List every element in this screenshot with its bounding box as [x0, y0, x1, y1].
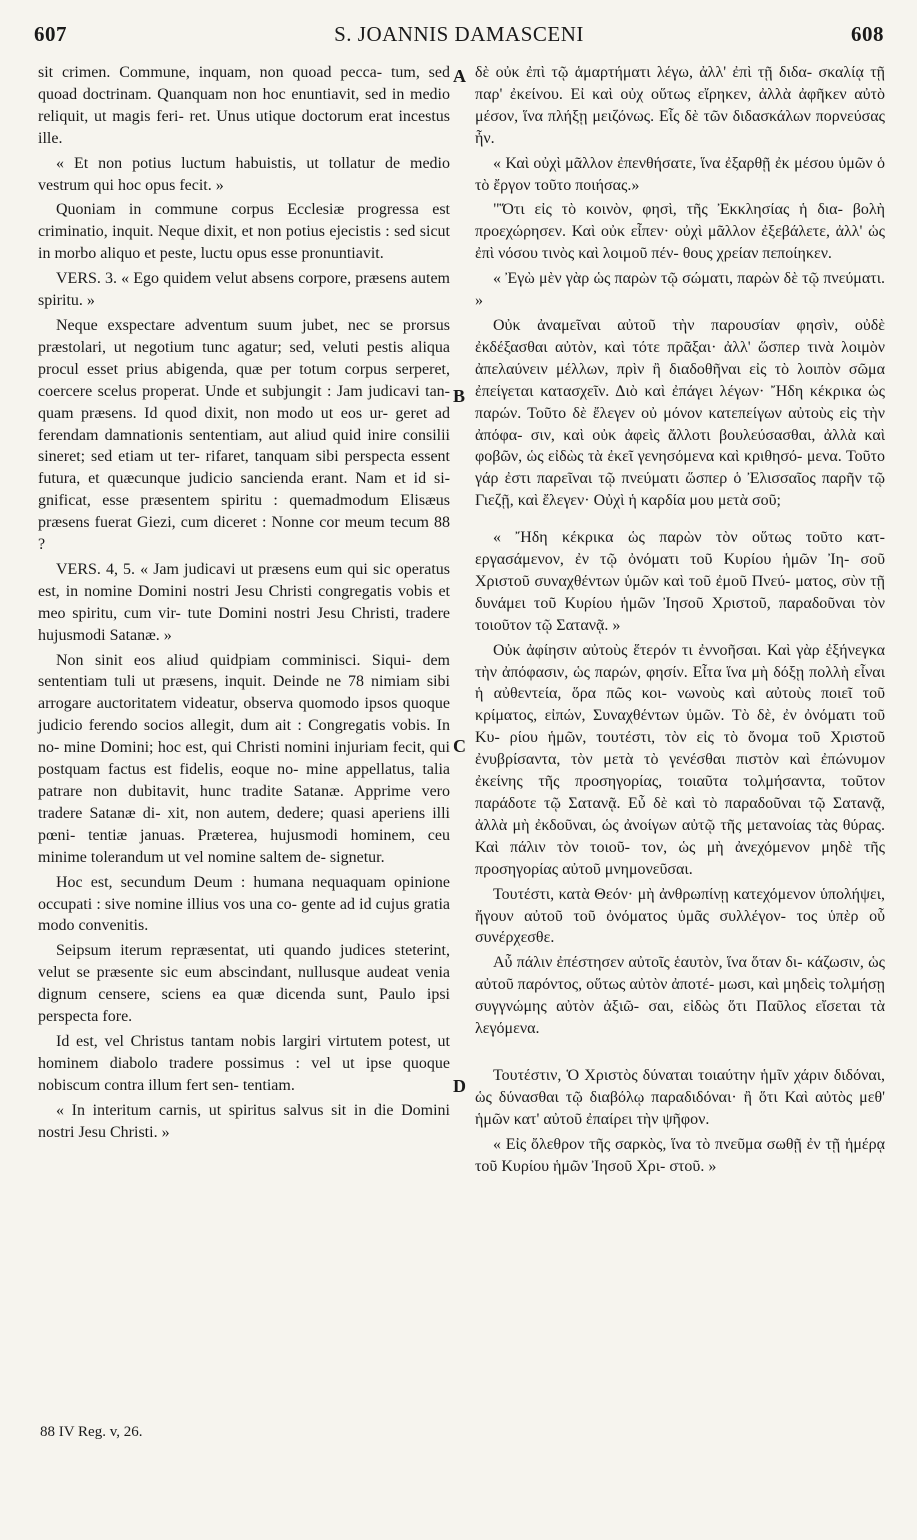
greek-paragraph: Οὐκ ἀφίησιν αὐτοὺς ἕτερόν τι ἐννοῆσαι. Καὶ γὰρ ἐξήνεγκα τὴν ἀπόφασιν, ὡς παρών, φησίν. Εἶτα ἵνα μὴ δόξῃ πολλὴ εἶναι ἡ αὐθεντεία, ὅρα πῶς κοι- νωνοὺς καὶ αὐτοὺς ποιεῖ τοῦ κρίματος, εἰπών, Συναχθέντων ὑμῶν. Τὸ δὲ, ἐν ὀνόματι τοῦ Κυ- ρίου ἡμῶν, τουτέστι, τὸν εἰς τὸ ὄνομα τοῦ Χριστοῦ ἐνυβρίσαντα, τὸν μετὰ τὸ γενέσθαι πιστὸν καὶ ἐπώνυμον ἐκείνης τῆς προσηγορίας, τοιαῦτα τολμήσαντα, τοῦτον παράδοτε τῷ Σατανᾷ. Εὖ δὲ καὶ τὸ παραδοῦναι τῷ Σατανᾷ, ἀλλὰ μὴ ἐκδοῦναι, ὡς ἀνοίγων αὐτῷ τῆς μετανοίας τὰς θύρας. Καὶ πάλιν τὸν τοιοῦ- τον, ὡς μὴ ἀνεχόμενον μηδὲ τῆς προσηγορίας αὐτοῦ μνημονεῦσαι.	[475, 641, 885, 878]
latin-paragraph: Seipsum iterum repræsentat, uti quando judices steterint, velut se præsente sic eum abscindant, nullusque audeat venia dignum censere, sciens ea quæ dicenda sunt, Paulo ipsi perspecta fore.	[38, 942, 450, 1026]
latin-paragraph: sit crimen. Commune, inquam, non quoad pecca- tum, sed quoad doctrinam. Quanquam non hoc enuntiavit, sed in medio reliquit, ut magis feri- ret. Unus utique doctorum erat incestus ille.	[38, 64, 450, 147]
greek-paragraph: Τουτέστιν, Ὁ Χριστὸς δύναται τοιαύτην ἡμῖν χάριν διδόναι, ὡς δύνασθαι τῷ διαβόλῳ παραδιδόναι· ἢ ὅτι Καὶ αὐτὸς μεθ' ἡμῶν κατ' αὐτοῦ ἐπαίρει τὴν ψῆφον.	[475, 1066, 885, 1128]
latin-column	[38, 62, 450, 1147]
greek-paragraph: « Ἤδη κέκρικα ὡς παρὼν τὸν οὕτως τοῦτο κατ- εργασάμενον, ἐν τῷ ὀνόματι τοῦ Κυρίου ἡμῶν Ἰη- σοῦ Χριστοῦ συναχθέντων ὑμῶν καὶ τοῦ ἐμοῦ Πνεύ- ματος, σὺν τῇ δυνάμει τοῦ Κυρίου ἡμῶν Ἰησοῦ Χριστοῦ, παραδοῦναι τὸν τοιοῦτον τῷ Σατανᾷ. »	[475, 529, 885, 634]
running-title: S. JOANNIS DAMASCENI	[334, 22, 584, 46]
latin-paragraph: Non sinit eos aliud quidpiam comminisci. Siqui- dem sententiam tuli ut præsens, inquit. Deinde ne 78 nimiam sibi arrogare auctoritatem videatur, observa quomodo ipsos quoque judicio ferendo socios allegit, dum ait : Congregatis vobis. In no- mine Domini; hoc est, qui Christi nomini injuriam fecit, qui postquam factus est fidelis, eoque no- mine appellatus, talia patrare non dubitavit, hunc tradite Satanæ. Apprime vero tradere Satanæ di- xit, non autem, dedere; quasi aperiens illi pœni- tentiæ januas. Præterea, hujusmodi hominem, ceu minime tolerandum ut vel nomine saltem de- signetur.	[38, 651, 450, 866]
section-marker-a: A	[453, 66, 466, 86]
greek-column	[475, 62, 885, 1181]
latin-paragraph: Neque exspectare adventum suum jubet, nec se prorsus præstolari, ut negotium tunc agatur; sed, veluti pestis aliqua procul esset prius abigenda, quæ per totum corpus serperet, coercere scelus properat. Unde et subjungit : Jam judicavi tan- quam præsens. Id quod dixit, non modo ut eos ur- geret ad ferendam damnationis sententiam, aut aliud quid inire consilii sineret; sed etiam ut ter- rifaret, tanquam sibi perspecta essent futura, et quæcunque judicio sancienda erant. Nam et id si- gnificat, esse præsentem spiritu : quemadmodum Elisæus præsens fuerat Giezi, cum diceret : Nonne cor meum tecum 88 ?	[38, 316, 450, 554]
greek-paragraph: δὲ οὐκ ἐπὶ τῷ ἁμαρτήματι λέγω, ἀλλ' ἐπὶ τῇ διδα- σκαλίᾳ τῇ παρ' ἐκείνου. Εἰ καὶ οὐχ οὕτως εἴρηκεν, ἀλλὰ ἀφῆκεν αὐτὸ μέσον, ἵνα πλήξῃ μειζόνως. Εἷς δὲ τῶν διδασκάλων πορνεύσας ἦν.	[475, 64, 885, 147]
latin-paragraph: VERS. 4, 5. « Jam judicavi ut præsens eum qui sic operatus est, in nomine Domini nostri Jesu Christi congregatis vobis et meo spiritu, cum vir- tute Domini nostri Jesu Christi, tradere hujusmodi Satanæ. »	[38, 560, 450, 644]
greek-paragraph: Τουτέστι, κατὰ Θεόν· μὴ ἀνθρωπίνῃ κατεχόμενον ὑπολήψει, ἤγουν αὐτοῦ τοῦ ὀνόματος ὑμᾶς συλλέγον- τος ὑπὲρ οὗ συνέρχεσθε.	[475, 885, 885, 947]
greek-paragraph: "Ὅτι εἰς τὸ κοινὸν, φησὶ, τῆς Ἐκκλησίας ἡ δια- βολὴ προεχώρησεν. Καὶ οὐκ εἶπεν· οὐχὶ μᾶλλον ἐξεβάλετε, ἀλλ' ὡς ἐπὶ νόσου τινὸς καὶ λοιμοῦ πέν- θους χρείαν πεποίηκεν.	[475, 201, 885, 263]
page-number-right: 608	[851, 22, 884, 46]
latin-paragraph: Quoniam in commune corpus Ecclesiæ progressa est criminatio, inquit. Neque dixit, et non potius ejecistis : sed sicut in morbo aliquo et peste, luctu opus esse pronuntiavit.	[38, 201, 450, 263]
greek-paragraph: Οὐκ ἀναμεῖναι αὐτοῦ τὴν παρουσίαν φησὶν, οὐδὲ ἐκδέξασθαι αὐτὸν, καὶ τότε πρᾶξαι· ἀλλ' ὥσπερ τινὰ λοιμὸν ἀπελαύνειν μέλλων, πρὶν ἢ διαδοθῆναι εἰς τὸ λοιπὸν σῶμα ἐπείγεται κατασχεῖν. Διὸ καὶ ἐπάγει λέγων· Ἤδη κέκρικα ὡς παρών. Τοῦτο δὲ ἔλεγεν οὐ μόνον κατεπείγων αὐτοὺς εἰς τὴν ἀπόφα- σιν, καὶ οὐκ ἀφεὶς ἄλλοτι βουλεύσασθαι, ἀλλὰ καὶ φοβῶν, ὡς εἰδὼς τὰ ἐκεῖ γενησόμενα καὶ κριθησό- μενα. Τοῦτο γάρ ἐστι παρεῖναι τῷ πνεύματι ὥσπερ ὁ Ἐλισσαῖος παρῆν τῷ Γιεζῇ, καὶ ἔλεγεν· Οὐχὶ ἡ καρδία μου μετὰ σοῦ;	[475, 316, 885, 510]
section-marker-c: C	[453, 736, 466, 756]
greek-paragraph: Αὖ πάλιν ἐπέστησεν αὐτοῖς ἑαυτὸν, ἵνα ὅταν δι- κάζωσιν, ὡς αὐτοῦ παρόντος, οὕτως αὐτὸν ἀποτέ- μωσι, καὶ μηδεὶς τολμήσῃ συγγνώμης αὐτὸν ἀξιῶ- σαι, εἰδὼς ὅτι Παῦλος εἴσεται τὰ λεγόμενα.	[475, 954, 885, 1038]
greek-paragraph: « Ἐγὼ μὲν γὰρ ὡς παρὼν τῷ σώματι, παρὼν δὲ τῷ πνεύματι. »	[475, 270, 885, 310]
latin-paragraph: « Et non potius luctum habuistis, ut tollatur de medio vestrum qui hoc opus fecit. »	[38, 154, 450, 194]
greek-paragraph: « Εἰς ὄλεθρον τῆς σαρκὸς, ἵνα τὸ πνεῦμα σωθῇ ἐν τῇ ἡμέρᾳ τοῦ Κυρίου ἡμῶν Ἰησοῦ Χρι- στοῦ. »	[475, 1135, 885, 1175]
section-marker-d: D	[453, 1076, 466, 1096]
greek-paragraph: « Καὶ οὐχὶ μᾶλλον ἐπενθήσατε, ἵνα ἐξαρθῇ ἐκ μέσου ὑμῶν ὁ τὸ ἔργον τοῦτο ποιήσας.»	[475, 154, 885, 194]
latin-paragraph: VERS. 3. « Ego quidem velut absens corpore, præsens autem spiritu. »	[38, 270, 450, 310]
page-number-left: 607	[34, 22, 67, 46]
latin-paragraph: Hoc est, secundum Deum : humana nequaquam opinione occupati : sive nomine illius vos una co- gente ad id cujus gratia modo convenitis.	[38, 873, 450, 935]
page-header	[34, 22, 884, 52]
latin-paragraph: « In interitum carnis, ut spiritus salvus sit in die Domini nostri Jesu Christi. »	[38, 1101, 450, 1141]
latin-paragraph: Id est, vel Christus tantam nobis largiri virtutem potest, ut hominem diabolo tradere possimus : vel ut ipse quoque nobiscum contra illum fert sen- tentiam.	[38, 1032, 450, 1094]
footnote: 88 IV Reg. v, 26.	[40, 1424, 143, 1440]
section-marker-b: B	[453, 386, 466, 406]
